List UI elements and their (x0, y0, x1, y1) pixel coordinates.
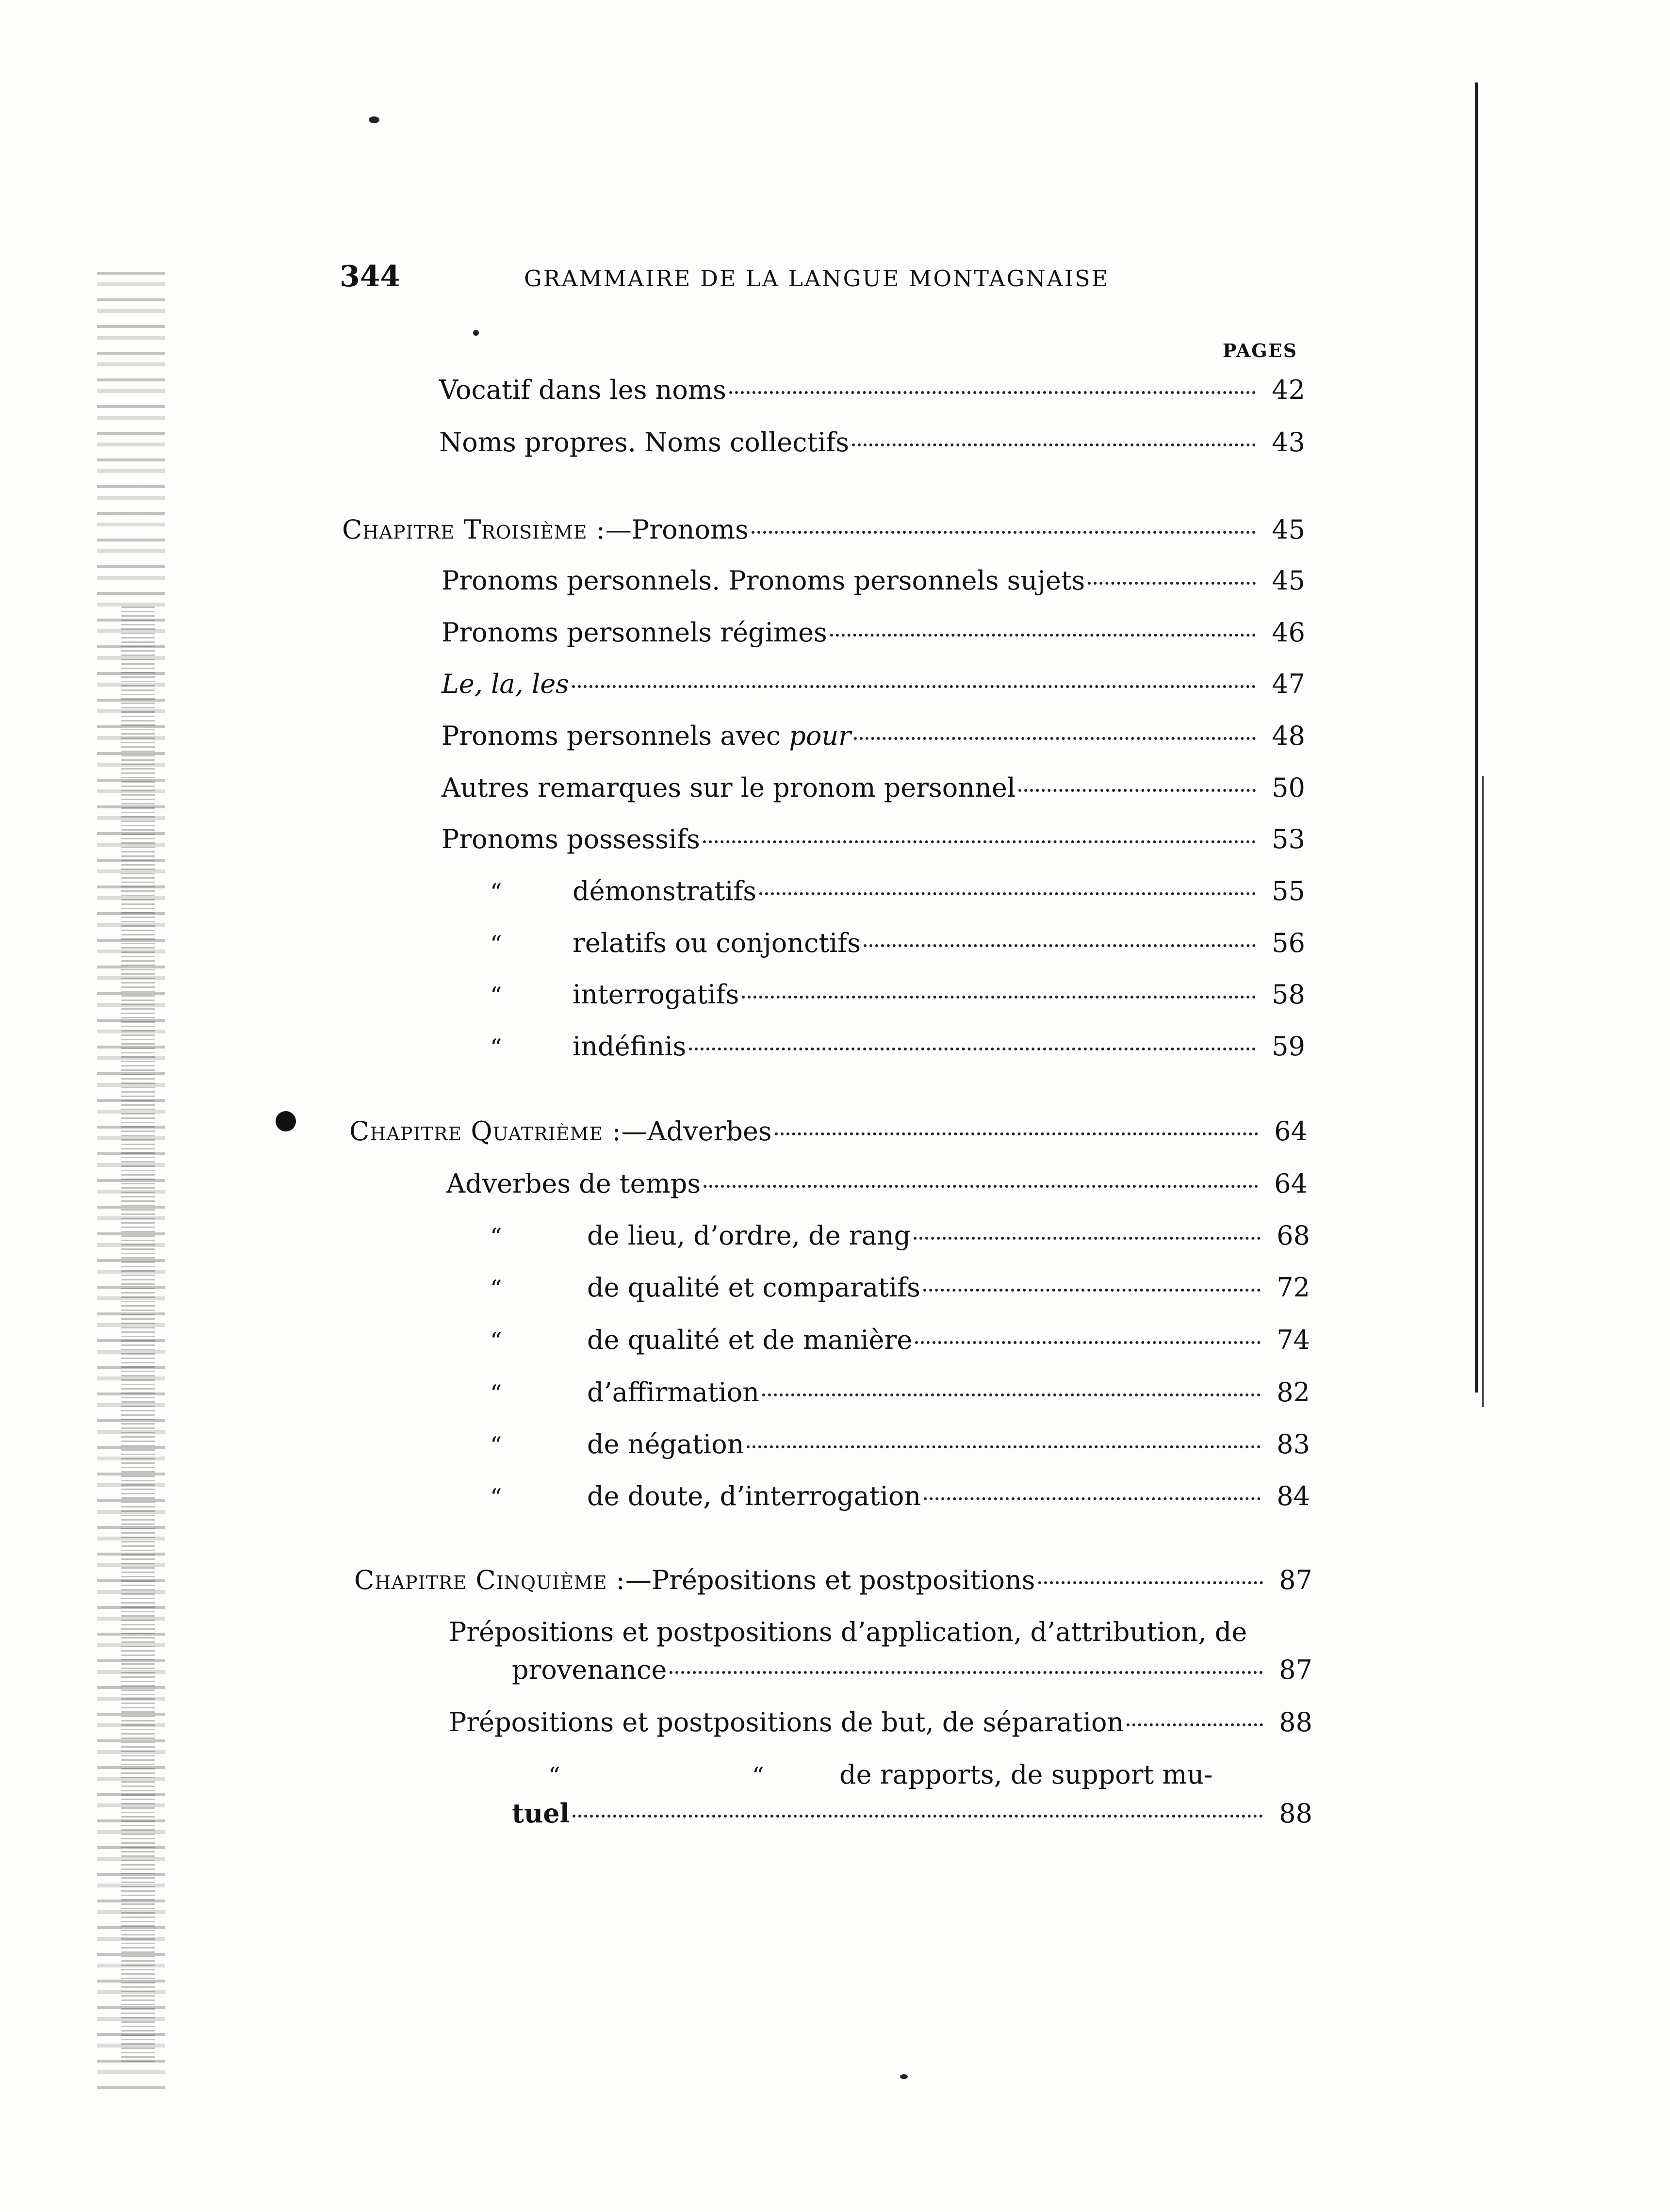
chapter-heading-text (354, 1565, 1035, 1595)
toc-entry-page: 59 (1272, 1031, 1305, 1062)
chapter-heading-text (349, 1116, 772, 1147)
toc-entry (490, 1272, 1310, 1303)
dot-leader (864, 944, 1256, 947)
toc-entry (442, 772, 1305, 803)
dot-leader (924, 1497, 1261, 1500)
scan-edge-right-inner (1482, 776, 1484, 1407)
toc-entry (490, 876, 1305, 906)
toc-entry (449, 1707, 1312, 1737)
dot-leader (704, 1185, 1258, 1188)
toc-entry (490, 1481, 1310, 1511)
toc-entry (490, 979, 1305, 1010)
toc-entry-page: 72 (1277, 1272, 1310, 1303)
toc-entry-text: de doute, d’interrogation (587, 1481, 921, 1511)
toc-entry-text: interrogatifs (573, 979, 739, 1010)
toc-entry-page: 87 (1279, 1565, 1312, 1595)
toc-entry-text (548, 1759, 1213, 1790)
toc-entry-text: Prépositions et postpositions de but, de séparation (449, 1707, 1124, 1737)
toc-entry-page: 58 (1272, 979, 1305, 1010)
pages-column-label: PAGES (1223, 340, 1298, 361)
ditto-mark: “ (752, 1762, 764, 1789)
ditto-mark: “ (490, 1432, 502, 1459)
dot-leader (670, 1671, 1263, 1674)
dot-leader (852, 443, 1256, 446)
chapter-label: Chapitre Troisième : (342, 514, 606, 545)
dot-leader (747, 1445, 1261, 1448)
scan-artifact-left-inner (121, 606, 155, 2062)
toc-entry-text: Le, la, les (442, 669, 569, 699)
toc-entry-page: 64 (1274, 1116, 1308, 1147)
toc-entry (442, 721, 1305, 751)
ink-speck (473, 330, 479, 336)
toc-entry-text: Autres remarques sur le pronom personnel (442, 772, 1016, 803)
toc-entry-text: Noms propres. Noms collectifs (439, 427, 850, 458)
chapter-title: —Pronoms (605, 514, 749, 545)
toc-entry-page: 56 (1272, 928, 1305, 958)
ditto-mark: “ (490, 1223, 502, 1250)
toc-entry (490, 1031, 1305, 1062)
dot-leader (914, 1237, 1261, 1240)
toc-entry (439, 375, 1305, 405)
dot-leader (1088, 582, 1256, 585)
scan-edge-right (1475, 82, 1478, 1393)
toc-entry-text: Adverbes de temps (446, 1168, 701, 1199)
running-head (340, 260, 1310, 303)
toc-entry-page: 88 (1279, 1798, 1312, 1829)
toc-entry-page: 43 (1272, 427, 1305, 458)
dot-leader (1018, 789, 1256, 792)
dot-leader (572, 685, 1256, 688)
toc-entry (439, 427, 1305, 458)
toc-entry-page: 48 (1272, 721, 1305, 751)
chapter-title: —Prépositions et postpositions (625, 1565, 1035, 1595)
toc-entry-page: 88 (1279, 1707, 1312, 1737)
toc-entry (490, 1377, 1310, 1408)
chapter-label: Chapitre Quatrième : (349, 1116, 622, 1147)
toc-entry (446, 1168, 1308, 1199)
toc-entry-text: tuel (512, 1798, 570, 1829)
toc-entry-page: 68 (1277, 1220, 1310, 1251)
toc-entry-text-italic: pour (789, 721, 851, 751)
dot-leader (1038, 1581, 1263, 1584)
ink-speck (369, 116, 379, 123)
ditto-mark: “ (548, 1762, 560, 1789)
toc-entry (512, 1798, 1312, 1829)
dot-leader (923, 1289, 1261, 1292)
toc-entry-text-line1: de rapports, de support mu- (839, 1759, 1213, 1790)
toc-entry-page: 84 (1277, 1481, 1310, 1511)
toc-entry (490, 928, 1305, 958)
dot-leader (775, 1132, 1258, 1135)
toc-entry-text: de qualité et de manière (587, 1325, 913, 1355)
chapter-heading (349, 1116, 1308, 1147)
dot-leader (1127, 1723, 1263, 1726)
ditto-mark: “ (490, 1380, 502, 1407)
toc-entry (442, 824, 1305, 854)
ditto-mark: “ (490, 1275, 502, 1302)
toc-entry-text: Pronoms possessifs (442, 824, 700, 854)
toc-entry (490, 1220, 1310, 1251)
toc-entry-text: démonstratifs (573, 876, 757, 906)
dot-leader (759, 892, 1256, 895)
toc-entry-text: Prépositions et postpositions d’application, d’attribution, de (449, 1617, 1247, 1647)
ditto-mark: “ (490, 982, 502, 1009)
dot-leader (703, 840, 1256, 843)
toc-entry-page: 83 (1277, 1429, 1310, 1459)
dot-leader (762, 1393, 1261, 1396)
dot-leader (915, 1341, 1261, 1344)
chapter-label: Chapitre Cinquième : (354, 1565, 625, 1595)
ditto-mark: “ (490, 1484, 502, 1511)
dot-leader (752, 531, 1256, 534)
toc-entry (442, 669, 1305, 699)
toc-entry-page: 45 (1272, 514, 1305, 545)
toc-entry (490, 1325, 1310, 1355)
toc-entry-page: 64 (1274, 1168, 1308, 1199)
toc-entry-text: de lieu, d’ordre, de rang (587, 1220, 911, 1251)
toc-entry-page: 45 (1272, 565, 1305, 596)
toc-entry-page: 50 (1272, 772, 1305, 803)
toc-entry (512, 1655, 1312, 1685)
toc-entry-page: 55 (1272, 876, 1305, 906)
page-number: 344 (340, 260, 401, 294)
toc-entry-page: 46 (1272, 617, 1305, 648)
toc-entry-page: 82 (1277, 1377, 1310, 1408)
dot-leader (573, 1815, 1263, 1818)
toc-entry-text: provenance (512, 1655, 667, 1685)
toc-entry-text (442, 721, 851, 751)
toc-entry-page: 87 (1279, 1655, 1312, 1685)
ditto-mark: “ (490, 931, 502, 958)
toc-entry-text: de négation (587, 1429, 744, 1459)
ink-blot (276, 1111, 296, 1131)
ditto-mark: “ (490, 879, 502, 906)
toc-entry (490, 1429, 1310, 1459)
toc-entry-page: 53 (1272, 824, 1305, 854)
toc-entry-text: d’affirmation (587, 1377, 760, 1408)
toc-entry (442, 565, 1305, 596)
chapter-heading-text (342, 514, 749, 545)
toc-entry-text: Pronoms personnels. Pronoms personnels sujets (442, 565, 1085, 596)
dot-leader (854, 737, 1256, 740)
toc-entry-text: relatifs ou conjonctifs (573, 928, 861, 958)
chapter-heading (342, 514, 1305, 545)
toc-entry-text: Pronoms personnels régimes (442, 617, 827, 648)
dot-leader (830, 634, 1256, 637)
toc-entry-text: de qualité et comparatifs (587, 1272, 920, 1303)
dot-leader (729, 391, 1256, 394)
toc-entry-text: Vocatif dans les noms (439, 375, 726, 405)
toc-entry-text-prefix: Pronoms personnels avec (442, 721, 789, 751)
chapter-heading (354, 1565, 1312, 1595)
toc-entry-page: 42 (1272, 375, 1305, 405)
toc-entry-page: 47 (1272, 669, 1305, 699)
chapter-title: —Adverbes (621, 1116, 772, 1147)
running-title: GRAMMAIRE DE LA LANGUE MONTAGNAISE (524, 265, 1110, 292)
ditto-mark: “ (490, 1034, 502, 1061)
toc-entry-text: indéfinis (573, 1031, 687, 1062)
dot-leader (689, 1048, 1256, 1050)
toc-entry-page: 74 (1277, 1325, 1310, 1355)
dot-leader (742, 996, 1256, 999)
toc-entry (442, 617, 1305, 648)
ditto-mark: “ (490, 1327, 502, 1355)
ink-speck (900, 2074, 908, 2079)
